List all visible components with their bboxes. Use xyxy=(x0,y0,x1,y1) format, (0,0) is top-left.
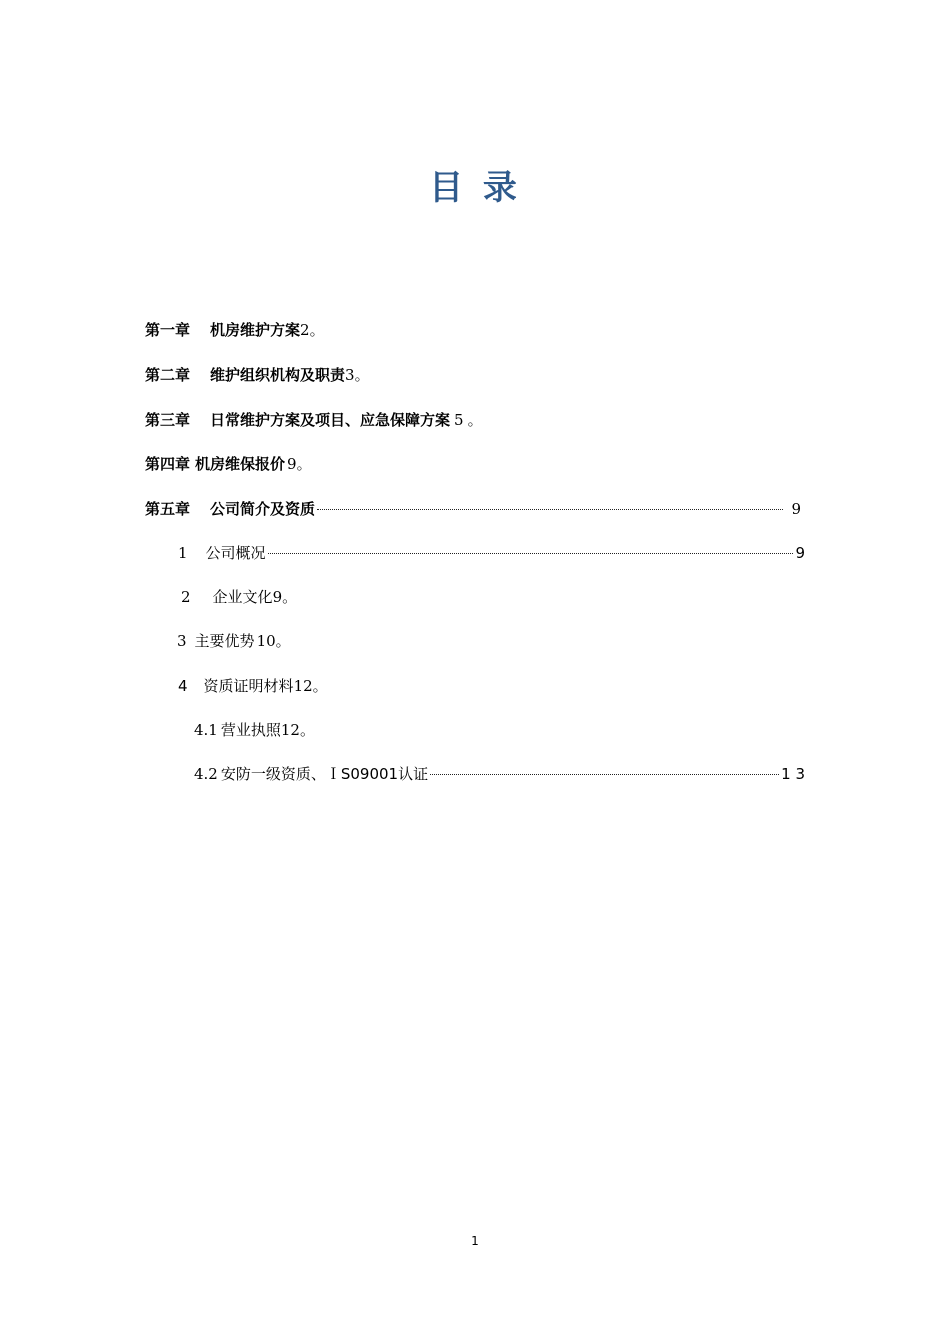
page-ref-suffix: 。 xyxy=(309,321,325,339)
section-number: 3 xyxy=(177,632,187,650)
toc-entry-section-3[interactable] xyxy=(177,629,291,653)
subsection-title: 安防一级资质、ＩS09001认证 xyxy=(220,765,429,783)
page-ref: 5 xyxy=(454,411,464,429)
toc-entry-chapter-2[interactable] xyxy=(145,363,370,387)
toc-entry-section-2[interactable] xyxy=(181,585,297,609)
toc-entry-section-4[interactable] xyxy=(178,674,328,698)
page-number: 9 xyxy=(795,544,805,562)
page-ref-suffix: 。 xyxy=(299,721,315,739)
footer-page-number: 1 xyxy=(471,1234,479,1248)
chapter-number: 第二章 xyxy=(145,366,191,384)
subsection-number: 4.1 xyxy=(194,721,218,739)
toc-entry-chapter-5[interactable] xyxy=(145,497,805,521)
chapter-title: 机房维保报价 xyxy=(195,455,286,473)
section-title: 公司概况 xyxy=(205,544,266,562)
toc-entry-subsection-4-1[interactable] xyxy=(194,718,315,742)
page-number: 1 3 xyxy=(781,765,805,783)
page-number: 9 xyxy=(791,500,801,518)
section-number: 4 xyxy=(178,677,188,695)
dot-leader xyxy=(268,553,794,554)
page-ref: 12 xyxy=(280,721,300,739)
chapter-number: 第三章 xyxy=(145,411,191,429)
section-title: 资质证明材料 xyxy=(203,677,294,695)
toc-entry-section-1[interactable] xyxy=(178,541,805,565)
page-ref-suffix: 。 xyxy=(354,366,370,384)
section-title: 企业文化 xyxy=(212,588,273,606)
page-ref: 2 xyxy=(300,321,310,339)
toc-entry-subsection-4-2[interactable] xyxy=(194,762,805,786)
page-ref-suffix: 。 xyxy=(296,455,312,473)
page-ref-suffix: 。 xyxy=(467,411,483,429)
page-ref: 9 xyxy=(287,455,297,473)
chapter-title: 维护组织机构及职责 xyxy=(210,366,346,384)
chapter-number: 第一章 xyxy=(145,321,191,339)
dot-leader xyxy=(430,774,779,775)
page-ref-suffix: 。 xyxy=(312,677,328,695)
page-ref: 12 xyxy=(293,677,313,695)
page-ref: 10 xyxy=(256,632,276,650)
subsection-title: 营业执照 xyxy=(220,721,281,739)
section-number: 1 xyxy=(178,544,188,562)
dot-leader xyxy=(317,509,783,510)
chapter-number: 第四章 xyxy=(145,455,191,473)
section-number: 2 xyxy=(181,588,191,606)
page-ref-suffix: 。 xyxy=(275,632,291,650)
chapter-number: 第五章 xyxy=(145,500,191,518)
chapter-title: 机房维护方案 xyxy=(210,321,301,339)
toc-entry-chapter-1[interactable] xyxy=(145,318,325,342)
subsection-number: 4.2 xyxy=(194,765,218,783)
toc-entry-chapter-3[interactable] xyxy=(145,408,483,432)
page-title: 目 录 xyxy=(429,168,521,208)
chapter-title: 日常维护方案及项目、应急保障方案 xyxy=(210,411,451,429)
section-title: 主要优势 xyxy=(194,632,255,650)
page-ref: 3 xyxy=(345,366,355,384)
page-ref-suffix: 。 xyxy=(282,588,298,606)
chapter-title: 公司简介及资质 xyxy=(210,500,316,518)
page-ref: 9 xyxy=(272,588,283,606)
toc-entry-chapter-4[interactable] xyxy=(145,452,312,476)
